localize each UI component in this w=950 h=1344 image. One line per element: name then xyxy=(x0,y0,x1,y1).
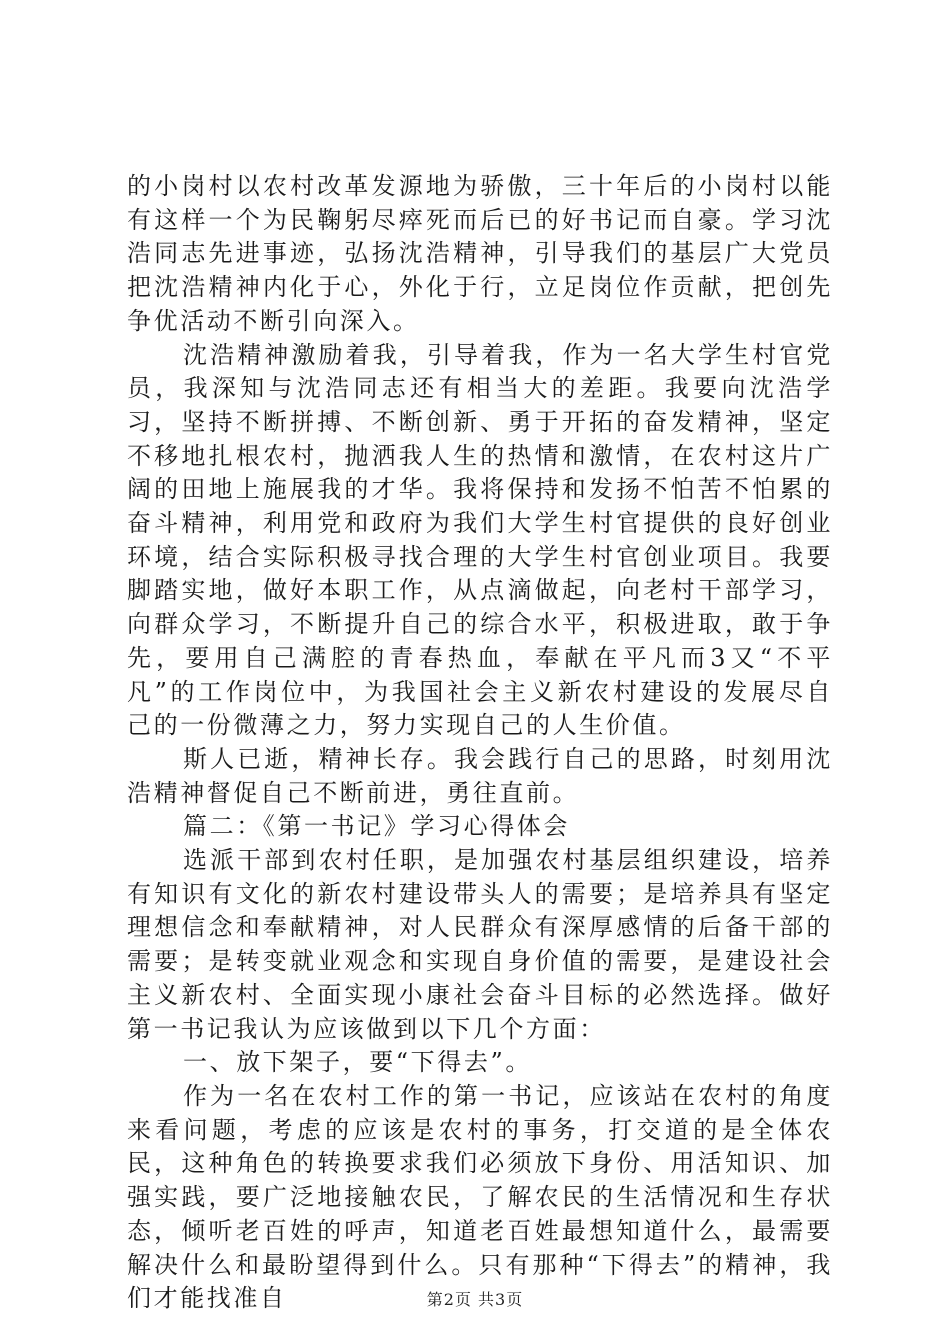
paragraph-5: 选派干部到农村任职，是加强农村基层组织建设，培养有知识有文化的新农村建设带头人的需要；是培养具有坚定理想信念和奉献精神，对人民群众有深厚感情的后备干部的需要；是转变就业观念和实现自身价值的需要，是建设社会主义新农村、全面实现小康社会奋斗目标的必然选择。做好第一书记我认为应该做到以下几个方面： xyxy=(127,846,833,1043)
section-heading: 篇二：《第一书记》学习心得体会 xyxy=(183,812,570,841)
paragraph-2: 沈浩精神激励着我，引导着我，作为一名大学生村官党员，我深知与沈浩同志还有相当大的差距。我要向沈浩学习，坚持不断拼搏、不断创新、勇于开拓的奋发精神，坚定不移地扎根农村，抛洒我人生的热情和激情，在农村这片广阔的田地上施展我的才华。我将保持和发扬不怕苦不怕累的奋斗精神，利用党和政府为我们大学生村官提供的良好创业环境，结合实际积极寻找合理的大学生村官创业项目。我要脚踏实地，做好本职工作，从点滴做起，向老村干部学习，向群众学习，不断提升自己的综合水平，积极进取，敢于争先，要用自己满腔的青春热血，奉献在平凡而3又“不平凡”的工作岗位中，为我国社会主义新农村建设的发展尽自己的一份微薄之力，努力实现自己的人生价值。 xyxy=(127,340,833,740)
paragraph-3: 斯人已逝，精神长存。我会践行自己的思路，时刻用沈浩精神督促自己不断前进，勇往直前。 xyxy=(127,744,833,807)
page-number-footer: 第2页 共3页 xyxy=(426,1290,524,1309)
document-body xyxy=(127,170,833,1316)
paragraph-7: 作为一名在农村工作的第一书记，应该站在农村的角度来看问题，考虑的应该是农村的事务，打交道的是全体农民，这种角色的转换要求我们必须放下身份、用活知识、加强实践，要广泛地接触农民，了解农民的生活情况和生存状态，倾听老百姓的呼声，知道老百姓最想知道什么，最需要解决什么和最盼望得到什么。只有那种“下得去”的精神，我们才能找准自 xyxy=(127,1081,833,1313)
paragraph-1: 的小岗村以农村改革发源地为骄傲，三十年后的小岗村以能有这样一个为民鞠躬尽瘁死而后已的好书记而自豪。学习沈浩同志先进事迹，弘扬沈浩精神，引导我们的基层广大党员把沈浩精神内化于心，外化于行，立足岗位作贡献，把创先争优活动不断引向深入。 xyxy=(127,172,833,335)
subheading-1: 一、放下架子，要“下得去”。 xyxy=(183,1048,532,1077)
